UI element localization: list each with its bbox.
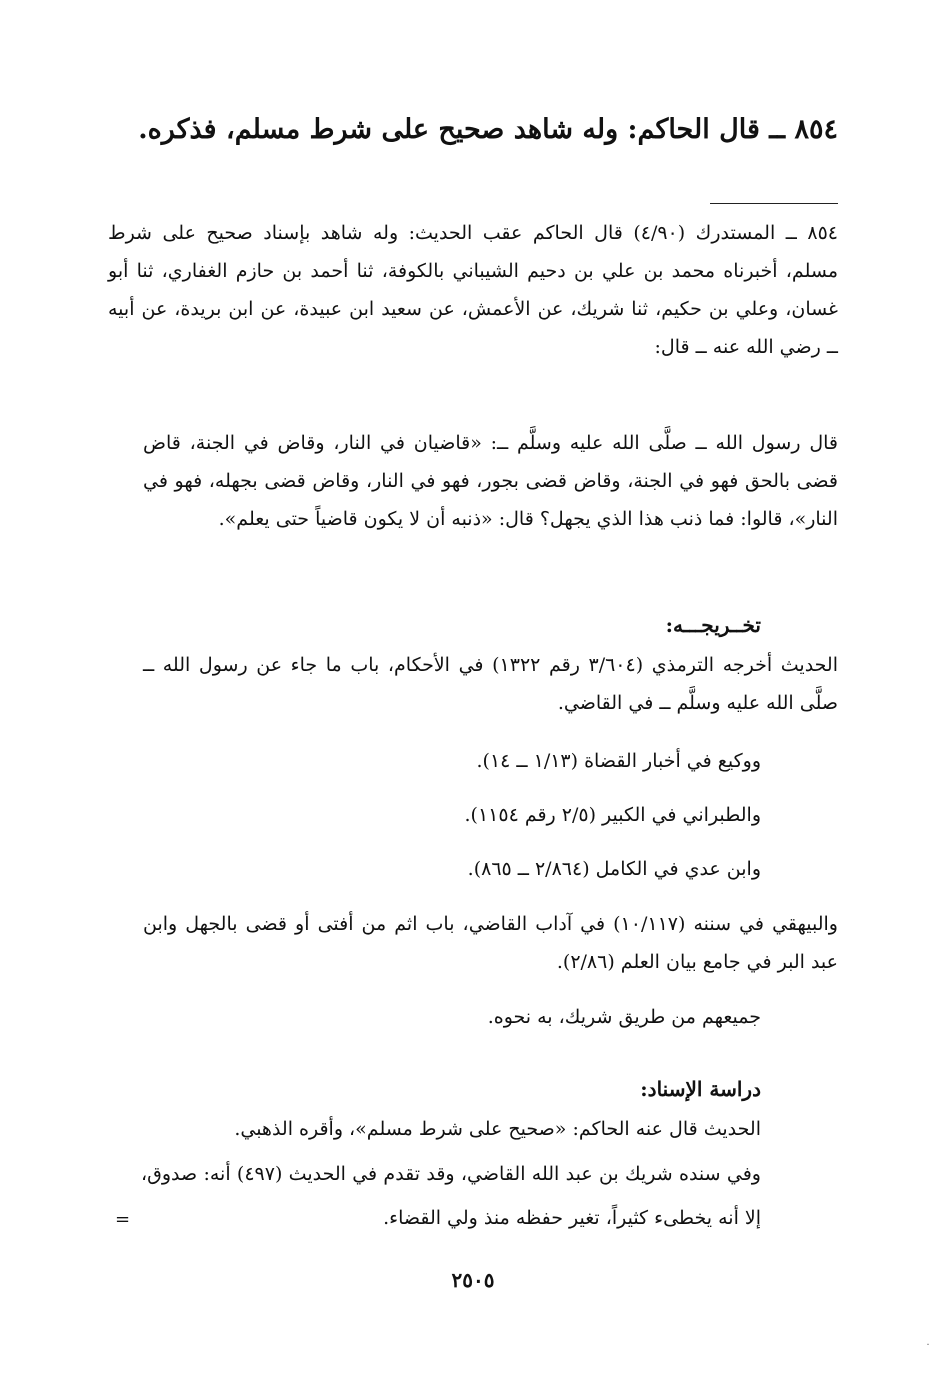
takhrij-tirmidhi-paragraph: الحديث أخرجه الترمذي (٣/٦٠٤ رقم ١٣٢٢) في الأحكام، باب ما جاء عن رسول الله ــ صلَّى الله عليه وسلَّم ــ في القاضي. bbox=[143, 654, 838, 714]
scan-artifact-mark: ˙ bbox=[925, 1342, 931, 1356]
takhrij-waki-line: ووكيع في أخبار القضاة (١/١٣ ــ ١٤). bbox=[476, 750, 761, 772]
isnad-title: دراسة الإسناد: bbox=[640, 1077, 761, 1101]
footnote-separator bbox=[710, 203, 838, 204]
footnote-source-text: المستدرك (٤/٩٠) قال الحاكم عقب الحديث: وله شاهد بإسناد صحيح على شرط مسلم، أخبرناه محمد بن علي بن دحيم الشيباني بالكوفة، ثنا أحمد بن حازم الغفاري، ثنا أبو غسان، وعلي بن حكيم، ثنا شريك، عن الأعمش، عن سعيد ابن عبيدة، عن ابن بريدة، عن أبيه ــ رضي الله عنه ــ قال: bbox=[108, 222, 838, 358]
footnote-source-paragraph bbox=[108, 214, 838, 366]
takhrij-title: تخــريجـــه: bbox=[665, 613, 761, 637]
footnote-number: ٨٥٤ ــ bbox=[785, 222, 838, 244]
margin-continuation-mark: = bbox=[115, 1209, 131, 1230]
takhrij-ibnadi-line: وابن عدي في الكامل (٢/٨٦٤ ــ ٨٦٥). bbox=[467, 858, 761, 880]
hadith-heading: ٨٥٤ ــ قال الحاكم: وله شاهد صحيح على شرط مسلم، فذكره. bbox=[138, 114, 838, 145]
takhrij-tabarani-line: والطبراني في الكبير (٢/٥ رقم ١١٥٤). bbox=[464, 804, 761, 826]
isnad-hakim-line: الحديث قال عنه الحاكم: «صحيح على شرط مسلم»، وأقره الذهبي. bbox=[234, 1118, 761, 1140]
isnad-sharik-paragraph: وفي سنده شريك بن عبد الله القاضي، وقد تقدم في الحديث (٤٩٧) أنه: صدوق، إلا أنه يخطىء كثيراً، تغير حفظه منذ ولي القضاء. bbox=[141, 1163, 761, 1229]
hadith-text-paragraph: قال رسول الله ــ صلَّى الله عليه وسلَّم ــ: «قاضيان في النار، وقاض في الجنة، قاض قضى بالحق فهو في الجنة، وقاض قضى بجور، فهو في النار، وقاض قضى بجهله، فهو في النار»، قالوا: فما ذنب هذا الذي يجهل؟ قال: «ذنبه أن لا يكون قاضياً حتى يعلم». bbox=[143, 432, 838, 530]
takhrij-summary-line: جميعهم من طريق شريك، به نحوه. bbox=[487, 1006, 761, 1028]
page-number: ٢٥٠٥ bbox=[451, 1268, 495, 1292]
takhrij-bayhaqi-paragraph: والبيهقي في سننه (١٠/١١٧) في آداب القاضي، باب اثم من أفتى أو قضى بالجهل وابن عبد البر في جامع بيان العلم (٢/٨٦). bbox=[143, 913, 838, 973]
